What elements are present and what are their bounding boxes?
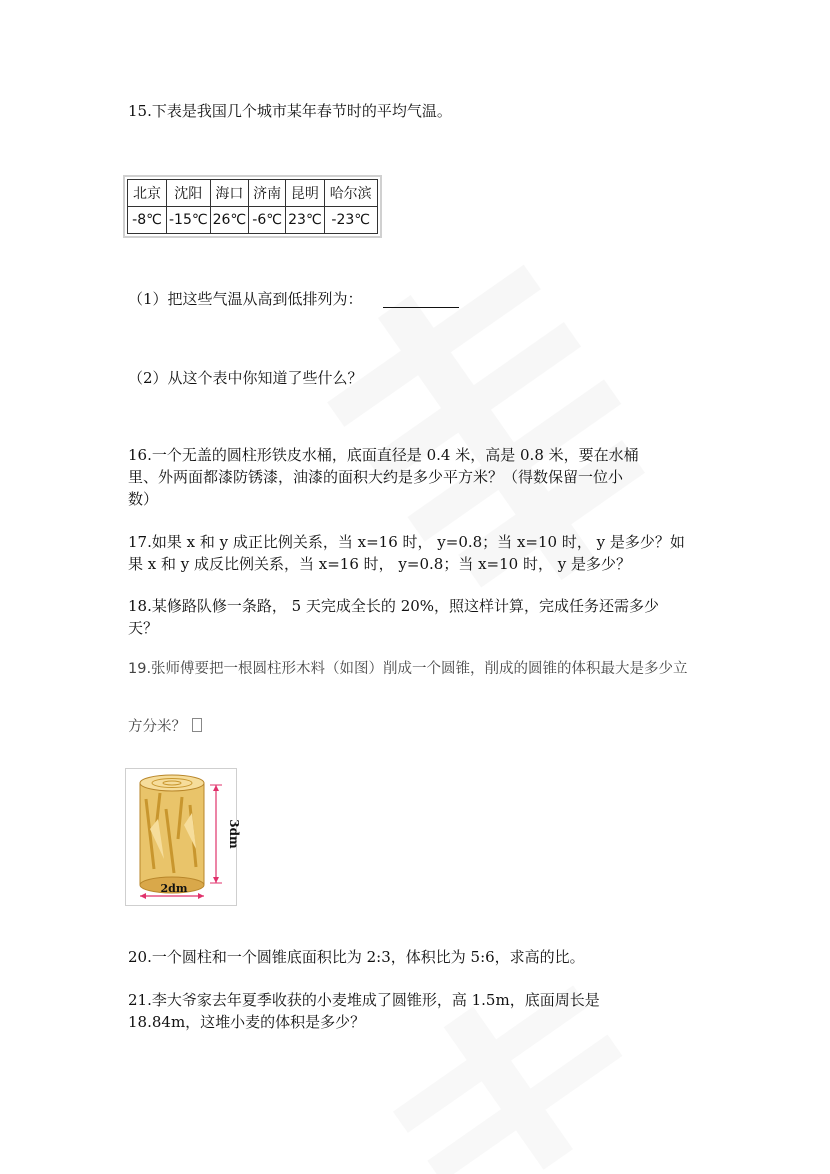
q21-text <box>128 989 698 1033</box>
q16-text <box>128 444 698 510</box>
table-row-temperatures <box>128 207 378 234</box>
table-cell-temp: -23℃ <box>324 207 377 234</box>
q15-sub1 <box>128 287 698 311</box>
q21-line: 21.李大爷家去年夏季收获的小麦堆成了圆锥形，高 1.5m，底面周长是 <box>128 991 600 1009</box>
q19-line1: 19.张师傅要把一根圆柱形木料（如图）削成一个圆锥，削成的圆锥的体积最大是多少立 <box>128 661 688 677</box>
q15-sub1-text: （1）把这些气温从高到低排列为： <box>128 290 363 308</box>
height-label: 3dm <box>227 819 241 849</box>
q19-line2-text: 方分米？ <box>128 719 186 735</box>
table-cell-city: 哈尔滨 <box>324 180 377 207</box>
table-cell-city: 北京 <box>128 180 167 207</box>
q17-line: 果 x 和 y 成反比例关系，当 x=16 时， y=0.8；当 x=10 时， y 是多少？ <box>128 555 631 573</box>
table-cell-temp: 26℃ <box>210 207 249 234</box>
q18-line: 18.某修路队修一条路， 5 天完成全长的 20%，照这样计算，完成任务还需多少 <box>128 597 660 615</box>
q16-line: 里、外两面都漆防锈漆，油漆的面积大约是多少平方米？（得数保留一位小 <box>128 468 624 486</box>
q19-line2 <box>128 715 698 739</box>
q15-sub2: （2）从这个表中你知道了些什么？ <box>128 369 363 387</box>
table-cell-temp: -6℃ <box>249 207 286 234</box>
table-cell-city: 海口 <box>210 180 249 207</box>
q21-line: 18.84m，这堆小麦的体积是多少？ <box>128 1013 366 1031</box>
diameter-label: 2dm <box>160 882 188 895</box>
missing-glyph-icon <box>192 718 202 732</box>
q15-title: 15.下表是我国几个城市某年春节时的平均气温。 <box>128 102 452 120</box>
temperature-table <box>127 179 378 234</box>
table-row-cities <box>128 180 378 207</box>
q16-line: 16.一个无盖的圆柱形铁皮水桶，底面直径是 0.4 米，高是 0.8 米，要在水桶 <box>128 446 639 464</box>
q17-text <box>128 531 698 575</box>
table-cell-city: 济南 <box>249 180 286 207</box>
table-cell-temp: -15℃ <box>167 207 211 234</box>
q17-line: 17.如果 x 和 y 成正比例关系，当 x=16 时， y=0.8；当 x=10 时， y 是多少？如 <box>128 533 685 551</box>
table-cell-temp: -8℃ <box>128 207 167 234</box>
q20-text: 20.一个圆柱和一个圆锥底面积比为 2:3，体积比为 5:6，求高的比。 <box>128 948 585 966</box>
wood-stump-illustration <box>126 769 241 905</box>
answer-blank[interactable] <box>383 291 459 308</box>
q18-line: 天？ <box>128 619 159 637</box>
table-cell-city: 昆明 <box>286 180 325 207</box>
table-cell-temp: 23℃ <box>286 207 325 234</box>
table-cell-city: 沈阳 <box>167 180 211 207</box>
wood-stump-figure <box>125 768 241 906</box>
q18-text <box>128 595 698 639</box>
q16-line: 数） <box>128 490 159 508</box>
